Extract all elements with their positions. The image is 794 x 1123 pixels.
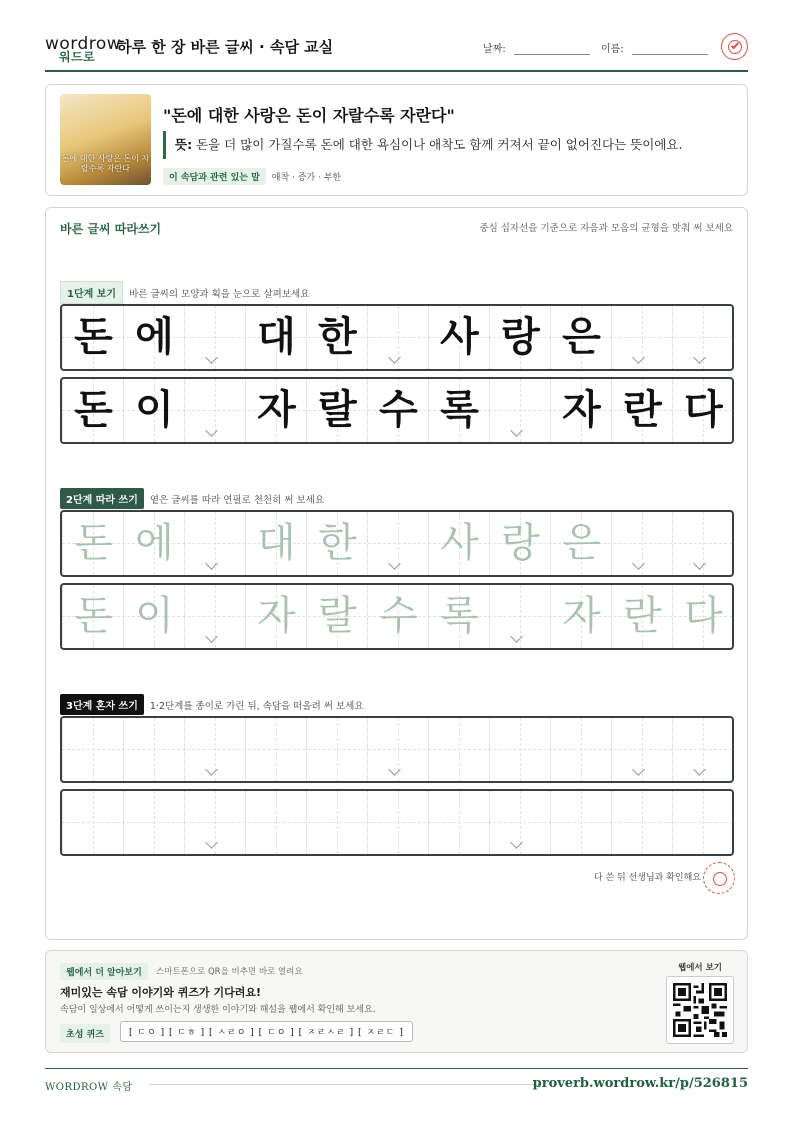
grid-character: 록 bbox=[440, 593, 479, 639]
space-mark-icon bbox=[207, 838, 219, 850]
trace-row-2[interactable] bbox=[60, 583, 734, 650]
grid-character: 록 bbox=[440, 387, 479, 433]
grid-cell bbox=[306, 379, 367, 442]
grid-cell bbox=[672, 306, 733, 369]
grid-character: 랄 bbox=[318, 387, 357, 433]
practice-section bbox=[45, 207, 748, 940]
grid-cell[interactable] bbox=[123, 512, 184, 575]
step-2: 2단계 따라 쓰기 옅은 글씨를 따라 연필로 천천히 써 보세요 bbox=[60, 488, 324, 509]
grid-cell[interactable] bbox=[428, 585, 489, 648]
grid-cell[interactable] bbox=[306, 585, 367, 648]
proverb-title: "돈에 대한 사랑은 돈이 자랄수록 자란다" bbox=[163, 106, 455, 125]
check-stamp-icon bbox=[721, 33, 748, 60]
grid-cell bbox=[428, 306, 489, 369]
grid-cell bbox=[367, 306, 428, 369]
grid-character: 대 bbox=[257, 314, 296, 360]
grid-cell[interactable] bbox=[306, 791, 367, 854]
grid-cell bbox=[428, 379, 489, 442]
grid-cell bbox=[62, 306, 123, 369]
initial-consonant-quiz: [ ㄷㅇ ] [ ㄷㅎ ] [ ㅅㄹㅇ ] [ ㄷㅇ ] [ ㅈㄹㅅㄹ ] [ ㅈㄹㄷ ] bbox=[120, 1021, 413, 1042]
space-mark-icon bbox=[512, 838, 524, 850]
grid-cell[interactable] bbox=[550, 585, 611, 648]
grid-character: 돈 bbox=[74, 387, 113, 433]
space-mark-icon bbox=[695, 559, 707, 571]
grid-cell[interactable] bbox=[367, 585, 428, 648]
grid-cell[interactable] bbox=[306, 512, 367, 575]
grid-character: 자 bbox=[562, 593, 601, 639]
grid-cell[interactable] bbox=[428, 512, 489, 575]
grid-cell[interactable] bbox=[123, 791, 184, 854]
grid-character: 자 bbox=[257, 387, 296, 433]
footer-url[interactable]: proverb.wordrow.kr/p/526815 bbox=[532, 1076, 748, 1091]
grid-character: 사 bbox=[440, 314, 479, 360]
teacher-stamp-icon bbox=[703, 862, 735, 894]
grid-cell[interactable] bbox=[672, 512, 733, 575]
grid-cell bbox=[489, 306, 550, 369]
grid-cell bbox=[611, 306, 672, 369]
grid-cell[interactable] bbox=[550, 791, 611, 854]
trace-row-1[interactable] bbox=[60, 510, 734, 577]
grid-character: 한 bbox=[318, 520, 357, 566]
grid-cell[interactable] bbox=[428, 791, 489, 854]
grid-cell[interactable] bbox=[611, 718, 672, 781]
footer-brand: WORDROW 속담 bbox=[45, 1082, 133, 1093]
grid-character: 대 bbox=[257, 520, 296, 566]
grid-cell[interactable] bbox=[245, 585, 306, 648]
space-mark-icon bbox=[634, 765, 646, 777]
grid-cell[interactable] bbox=[428, 718, 489, 781]
grid-cell[interactable] bbox=[62, 791, 123, 854]
grid-cell[interactable] bbox=[367, 512, 428, 575]
grid-cell[interactable] bbox=[550, 718, 611, 781]
web-section bbox=[45, 950, 748, 1053]
grid-character: 랑 bbox=[501, 314, 540, 360]
grid-cell[interactable] bbox=[123, 718, 184, 781]
space-mark-icon bbox=[207, 559, 219, 571]
grid-character: 다 bbox=[684, 387, 723, 433]
grid-character: 수 bbox=[379, 387, 418, 433]
grid-character: 에 bbox=[135, 520, 174, 566]
grid-cell[interactable] bbox=[184, 512, 245, 575]
grid-character: 자 bbox=[562, 387, 601, 433]
space-mark-icon bbox=[390, 765, 402, 777]
grid-cell[interactable] bbox=[672, 585, 733, 648]
proverb-illustration: 돈에 대한 사랑은 돈이 자랄수록 자란다 bbox=[60, 94, 151, 185]
free-row-2[interactable] bbox=[60, 789, 734, 856]
grid-cell[interactable] bbox=[62, 512, 123, 575]
grid-character: 돈 bbox=[74, 314, 113, 360]
space-mark-icon bbox=[634, 559, 646, 571]
qr-code-icon[interactable] bbox=[666, 976, 734, 1044]
grid-cell[interactable] bbox=[184, 718, 245, 781]
grid-character: 은 bbox=[562, 520, 601, 566]
grid-cell[interactable] bbox=[489, 585, 550, 648]
grid-character: 돈 bbox=[74, 520, 113, 566]
space-mark-icon bbox=[390, 353, 402, 365]
date-field[interactable]: 날짜: bbox=[483, 40, 590, 55]
space-mark-icon bbox=[695, 765, 707, 777]
grid-character: 다 bbox=[684, 593, 723, 639]
grid-cell bbox=[550, 306, 611, 369]
grid-cell bbox=[489, 379, 550, 442]
web-hint: 스마트폰으로 QR을 비추면 바로 열려요 bbox=[156, 967, 303, 977]
step-1: 1단계 보기 바른 글씨의 모양과 획을 눈으로 살펴보세요 bbox=[60, 281, 309, 304]
grid-cell bbox=[184, 379, 245, 442]
grid-cell[interactable] bbox=[306, 718, 367, 781]
grid-cell bbox=[672, 379, 733, 442]
related-tag: 이 속담과 관련 있는 말 bbox=[163, 168, 266, 185]
grid-character: 수 bbox=[379, 593, 418, 639]
grid-character: 란 bbox=[623, 593, 662, 639]
proverb-card bbox=[45, 84, 748, 196]
wordrow-logo: wordrow 워드로 bbox=[45, 34, 122, 64]
page-title: 하루 한 장 바른 글씨 · 속담 교실 bbox=[117, 38, 334, 56]
grid-cell[interactable] bbox=[62, 718, 123, 781]
space-mark-icon bbox=[207, 765, 219, 777]
grid-cell[interactable] bbox=[489, 791, 550, 854]
space-mark-icon bbox=[634, 353, 646, 365]
grid-cell[interactable] bbox=[489, 718, 550, 781]
proverb-meaning: 뜻: 돈을 더 많이 가질수록 돈에 대한 욕심이나 애착도 함께 커져서 끝이 없어진다는 뜻이에요. bbox=[163, 131, 682, 159]
grid-cell bbox=[550, 379, 611, 442]
page-footer bbox=[45, 1068, 748, 1098]
space-mark-icon bbox=[695, 353, 707, 365]
grid-cell[interactable] bbox=[184, 585, 245, 648]
grid-cell bbox=[611, 379, 672, 442]
grid-character: 돈 bbox=[74, 593, 113, 639]
grid-cell bbox=[245, 306, 306, 369]
grid-character: 은 bbox=[562, 314, 601, 360]
space-mark-icon bbox=[512, 426, 524, 438]
space-mark-icon bbox=[207, 426, 219, 438]
step-3: 3단계 혼자 쓰기 1·2단계를 종이로 가린 뒤, 속담을 떠올려 써 보세요 bbox=[60, 694, 364, 715]
practice-description: 중심 십자선을 기준으로 자음과 모음의 균형을 맞춰 써 보세요 bbox=[479, 223, 733, 234]
grid-cell bbox=[62, 379, 123, 442]
grid-character: 한 bbox=[318, 314, 357, 360]
grid-cell bbox=[367, 379, 428, 442]
space-mark-icon bbox=[390, 559, 402, 571]
grid-cell bbox=[123, 379, 184, 442]
grid-cell bbox=[306, 306, 367, 369]
grid-character: 사 bbox=[440, 520, 479, 566]
grid-cell[interactable] bbox=[245, 718, 306, 781]
web-tag: 웹에서 더 알아보기 bbox=[60, 963, 148, 980]
grid-cell[interactable] bbox=[184, 791, 245, 854]
grid-cell[interactable] bbox=[611, 512, 672, 575]
grid-cell bbox=[123, 306, 184, 369]
grid-character: 자 bbox=[257, 593, 296, 639]
related-words: 이 속담과 관련 있는 말 애착 · 증가 · 부한 bbox=[163, 165, 341, 185]
name-field[interactable]: 이름: bbox=[601, 40, 708, 55]
grid-cell bbox=[245, 379, 306, 442]
grid-cell bbox=[184, 306, 245, 369]
space-mark-icon bbox=[512, 632, 524, 644]
space-mark-icon bbox=[207, 353, 219, 365]
grid-character: 랄 bbox=[318, 593, 357, 639]
web-description: 속담이 일상에서 어떻게 쓰이는지 생생한 이야기와 해설을 웹에서 확인해 보세요. bbox=[60, 1005, 376, 1015]
quiz-label: 초성 퀴즈 bbox=[60, 1024, 110, 1043]
grid-cell[interactable] bbox=[550, 512, 611, 575]
model-row-1 bbox=[60, 304, 734, 371]
grid-cell[interactable] bbox=[611, 791, 672, 854]
worksheet-header bbox=[45, 28, 748, 72]
grid-cell[interactable] bbox=[672, 718, 733, 781]
grid-cell[interactable] bbox=[245, 791, 306, 854]
grid-cell[interactable] bbox=[62, 585, 123, 648]
grid-cell[interactable] bbox=[672, 791, 733, 854]
grid-cell[interactable] bbox=[367, 718, 428, 781]
free-row-1[interactable] bbox=[60, 716, 734, 783]
grid-cell[interactable] bbox=[489, 512, 550, 575]
grid-character: 랑 bbox=[501, 520, 540, 566]
grid-cell[interactable] bbox=[611, 585, 672, 648]
grid-character: 이 bbox=[135, 593, 174, 639]
model-row-2 bbox=[60, 377, 734, 444]
space-mark-icon bbox=[207, 632, 219, 644]
grid-character: 이 bbox=[135, 387, 174, 433]
web-title: 재미있는 속담 이야기와 퀴즈가 기다려요! bbox=[60, 986, 261, 999]
grid-cell[interactable] bbox=[123, 585, 184, 648]
teacher-confirm-text: 다 쓴 뒤 선생님과 확인해요 bbox=[593, 873, 701, 883]
practice-title: 바른 글씨 따라쓰기 bbox=[60, 222, 162, 236]
qr-label: 웹에서 보기 bbox=[678, 963, 723, 973]
grid-character: 에 bbox=[135, 314, 174, 360]
grid-cell[interactable] bbox=[245, 512, 306, 575]
grid-character: 란 bbox=[623, 387, 662, 433]
grid-cell[interactable] bbox=[367, 791, 428, 854]
